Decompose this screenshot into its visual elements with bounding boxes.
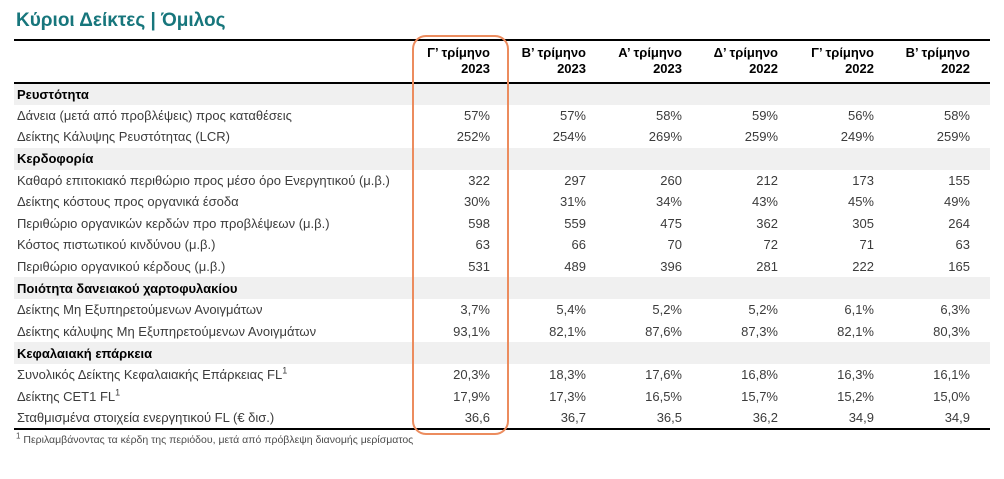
value-cell: 63 [475,237,490,253]
value-cell: 72 [763,237,778,253]
value-cell: 17,3% [549,388,586,404]
header-empty-cell [14,40,414,83]
value-cell: 598 [468,215,490,231]
section-label: Κερδοφορία [14,148,990,170]
value-cell: 15,7% [741,388,778,404]
value-cell: 36,7 [560,409,586,425]
footnote-marker: 1 [16,431,21,440]
value-cell: 16,5% [645,388,682,404]
value-cell: 93,1% [453,323,490,339]
value-cell: 57% [559,107,586,123]
row-label: Δείκτης Κάλυψης Ρευστότητας (LCR) [17,129,230,145]
row-label: Καθαρό επιτοκιακό περιθώριο προς μέσο όρο Ενεργητικού (μ.β.) [17,172,390,188]
table-row [14,191,990,213]
row-label: Δείκτης κάλυψης Μη Εξυπηρετούμενων Ανοιγμάτων [17,323,317,339]
value-cell: 82,1% [837,323,874,339]
value-cell: 5,2% [652,302,682,318]
value-cell: 259% [744,129,778,145]
table-row [14,256,990,278]
indicators-table [14,39,990,430]
column-header: Δ’ τρίμηνο 2022 [702,40,798,83]
value-cell: 6,3% [940,302,970,318]
table-row [14,364,990,386]
value-cell: 20,3% [453,367,490,383]
row-label: Δείκτης CET1 $FL^1$ [17,387,121,404]
value-cell: 489 [564,258,586,274]
column-header: Β’ τρίμηνο 2022 [894,40,990,83]
section-label: Ποιότητα δανειακού χαρτοφυλακίου [14,277,990,299]
value-cell: 6,1% [844,302,874,318]
value-cell: 559 [564,215,586,231]
value-cell: 297 [564,172,586,188]
value-cell: 58% [943,107,970,123]
section-row [14,277,990,299]
row-label: Δείκτης κόστους προς οργανικά έσοδα [17,194,239,210]
table-row [14,321,990,343]
row-label: Κόστος πιστωτικού κινδύνου (μ.β.) [17,237,216,253]
value-cell: 45% [847,194,874,210]
column-header: Γ’ τρίμηνο 2022 [798,40,894,83]
row-label: Συνολικός Δείκτης Κεφαλαιακής Επάρκειας $FL^1$ [17,365,288,383]
table-header [14,40,990,83]
row-label: Σταθμισμένα στοιχεία ενεργητικού FL (€ δισ.) [17,409,275,425]
table-row [14,407,990,429]
row-label: Δείκτης Μη Εξυπηρετούμενων Ανοιγμάτων [17,302,263,318]
footnote [16,431,990,446]
value-cell: 57% [463,107,490,123]
row-label: Δάνεια (μετά από προβλέψεις) προς καταθέσεις [17,107,292,123]
value-cell: 15,0% [933,388,970,404]
value-cell: 49% [943,194,970,210]
value-cell: 71 [859,237,874,253]
value-cell: 82,1% [549,323,586,339]
value-cell: 260 [660,172,682,188]
column-header: Α’ τρίμηνο 2023 [606,40,702,83]
indicators-table-wrap [14,39,990,430]
value-cell: 269% [648,129,682,145]
value-cell: 362 [756,215,778,231]
table-row [14,299,990,321]
table-row [14,170,990,192]
value-cell: 475 [660,215,682,231]
value-cell: 249% [840,129,874,145]
value-cell: 80,3% [933,323,970,339]
value-cell: 254% [552,129,586,145]
value-cell: 5,2% [748,302,778,318]
value-cell: 36,5 [656,409,682,425]
value-cell: 36,2 [752,409,778,425]
page-title: Κύριοι Δείκτες | Όμιλος [16,10,226,31]
value-cell: 396 [660,258,682,274]
value-cell: 18,3% [549,367,586,383]
value-cell: 34,9 [848,409,874,425]
table-row [14,234,990,256]
value-cell: 43% [751,194,778,210]
value-cell: 155 [948,172,970,188]
value-cell: 5,4% [556,302,586,318]
value-cell: 31% [559,194,586,210]
value-cell: 16,3% [837,367,874,383]
value-cell: 30% [463,194,490,210]
value-cell: 17,9% [453,388,490,404]
column-header: Β’ τρίμηνο 2023 [510,40,606,83]
section-label: Κεφαλαιακή επάρκεια [14,342,990,364]
section-row [14,342,990,364]
table-body [14,83,990,429]
row-label: Περιθώριο οργανικού κέρδους (μ.β.) [17,258,226,274]
table-row [14,105,990,127]
value-cell: 165 [948,258,970,274]
value-cell: 87,3% [741,323,778,339]
value-cell: 281 [756,258,778,274]
value-cell: 259% [936,129,970,145]
value-cell: 531 [468,258,490,274]
value-cell: 56% [847,107,874,123]
row-label: Περιθώριο οργανικών κερδών προ προβλέψεων (μ.β.) [17,215,330,231]
table-row [14,126,990,148]
value-cell: 222 [852,258,874,274]
value-cell: 16,8% [741,367,778,383]
value-cell: 15,2% [837,388,874,404]
value-cell: 212 [756,172,778,188]
column-header: Γ’ τρίμηνο 2023 [414,40,510,83]
value-cell: 305 [852,215,874,231]
value-cell: 66 [571,237,586,253]
value-cell: 63 [955,237,970,253]
section-label: Ρευστότητα [14,83,990,105]
value-cell: 264 [948,215,970,231]
value-cell: 16,1% [933,367,970,383]
value-cell: 322 [468,172,490,188]
value-cell: 58% [655,107,682,123]
value-cell: 59% [751,107,778,123]
value-cell: 87,6% [645,323,682,339]
value-cell: 70 [667,237,682,253]
footnote-reference: 1 [115,387,121,398]
table-row [14,213,990,235]
section-row [14,83,990,105]
footnote-reference: 1 [282,365,288,376]
table-row [14,386,990,408]
value-cell: 173 [852,172,874,188]
value-cell: 252% [456,129,490,145]
value-cell: 3,7% [460,302,490,318]
footnote-text: Περιλαμβάνοντας τα κέρδη της περιόδου, μετά από πρόβλεψη διανομής μερίσματος [23,433,414,446]
value-cell: 34% [655,194,682,210]
table-header-row [14,40,990,83]
section-row [14,148,990,170]
value-cell: 34,9 [944,409,970,425]
value-cell: 17,6% [645,367,682,383]
value-cell: 36,6 [464,409,490,425]
